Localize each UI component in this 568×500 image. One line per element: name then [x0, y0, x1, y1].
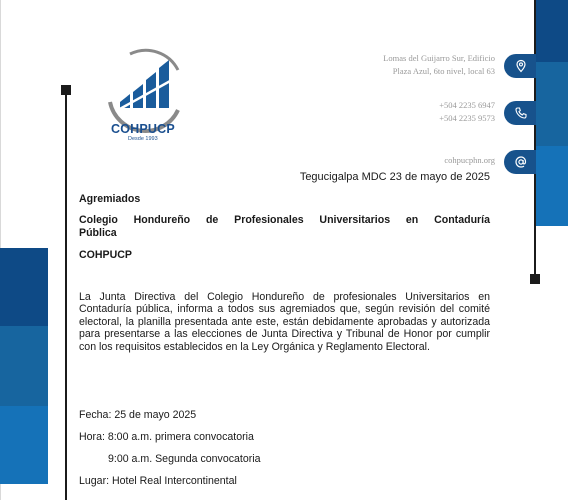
- phone-line-2: +504 2235 9573: [439, 113, 495, 123]
- recipient-agremiados: Agremiados: [79, 193, 141, 205]
- phone-icon: [514, 106, 528, 120]
- event-time-first: Hora: 8:00 a.m. primera convocatoria: [79, 431, 254, 443]
- left-band-dark: [0, 248, 48, 326]
- phone-line-1: +504 2235 6947: [439, 100, 495, 110]
- recipient-colegio-line-1: Colegio Hondureño de Profesionales Universitarios en Contaduría: [79, 214, 490, 226]
- at-icon-badge: [504, 150, 536, 174]
- left-rule-cap: [61, 85, 71, 95]
- logo-wordmark: COHPUCP: [111, 122, 175, 136]
- event-place: Lugar: Hotel Real Intercontinental: [79, 475, 237, 487]
- logo-tagline: Desde 1993: [128, 136, 158, 142]
- right-band-dark: [536, 0, 568, 62]
- left-vertical-rule: [65, 90, 67, 500]
- recipient-cohpucp: COHPUCP: [79, 249, 132, 261]
- letter-date: Tegucigalpa MDC 23 de mayo de 2025: [299, 171, 490, 183]
- right-rule-cap: [530, 274, 540, 284]
- left-band-light: [0, 406, 48, 484]
- contact-website: [444, 154, 495, 167]
- letter-body: La Junta Directiva del Colegio Hondureño de profesionales Universitarios en Contaduría pública, informa a todos sus agremiados que, según revisión del comité electoral, la planilla presentada ante este, están debidamente aprobadas y autorizada para presentarse a las elecciones de Junta Directiva y Tribunal de Honor por cumplir con los requisitos establecidos en la Ley Orgánica y Reglamento Electoral.: [79, 291, 490, 353]
- event-date: Fecha: 25 de mayo 2025: [79, 409, 197, 421]
- contact-phone: [439, 99, 495, 125]
- recipient-colegio-line-2: Pública: [79, 227, 117, 239]
- address-line-2: Plaza Azul, 6to nivel, local 63: [392, 66, 495, 76]
- contact-address: [383, 52, 495, 78]
- address-line-1: Lomas del Guijarro Sur, Edificio: [383, 53, 495, 63]
- phone-icon-badge: [504, 101, 536, 125]
- right-vertical-rule: [534, 0, 536, 280]
- left-band-mid: [0, 326, 48, 406]
- event-time-second: 9:00 a.m. Segunda convocatoria: [108, 453, 261, 465]
- location-icon: [514, 59, 528, 73]
- right-band-light: [536, 146, 568, 226]
- right-band-mid: [536, 62, 568, 146]
- location-icon-badge: [504, 54, 536, 78]
- website-text: cohpucphn.org: [444, 155, 495, 165]
- at-icon: [514, 155, 528, 169]
